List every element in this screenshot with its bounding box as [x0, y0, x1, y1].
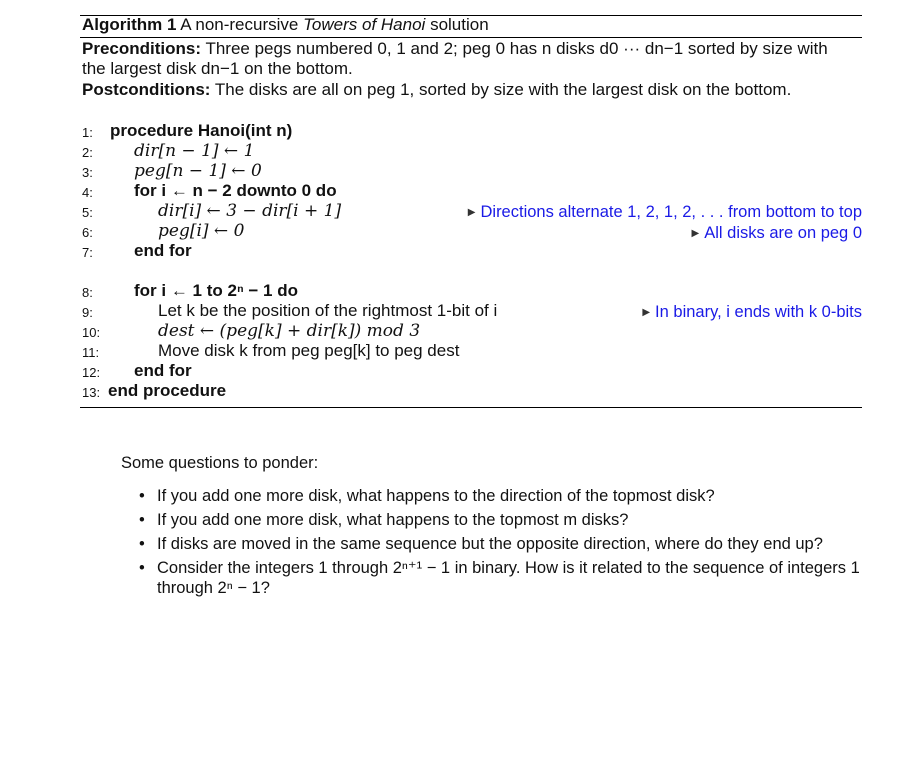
line-number: 9:	[82, 305, 93, 320]
line-number: 8:	[82, 285, 93, 300]
line-number: 11:	[82, 345, 100, 360]
algorithm-title-suffix: solution	[430, 15, 489, 34]
code-line-4: for i ← n − 2 downto 0 do	[134, 181, 337, 200]
code-line-6: peg[i] ← 0	[158, 221, 245, 241]
line-number: 4:	[82, 185, 93, 200]
line-number: 12:	[82, 365, 101, 380]
questions-heading: Some questions to ponder:	[121, 454, 319, 472]
code-line-1: procedure Hanoi(int n)	[110, 121, 293, 140]
comment-line-6	[692, 224, 862, 243]
line-number: 1:	[82, 125, 93, 140]
code-line-7: end for	[134, 241, 192, 260]
algorithm-title-prefix: A non-recursive	[180, 15, 299, 34]
line-number: 10:	[82, 325, 101, 340]
bottom-rule	[80, 407, 862, 408]
code-line-12: end for	[134, 361, 192, 380]
algorithm-label: Algorithm 1	[82, 15, 177, 34]
line-number: 7:	[82, 245, 93, 260]
comment-triangle-icon: ▶	[467, 207, 476, 218]
postconditions-line	[82, 80, 791, 100]
code-line-2: dir[n − 1] ← 1	[134, 141, 255, 161]
code-line-10: dest ← (peg[k] + dir[k]) mod 3	[158, 321, 421, 341]
preconditions-line-1	[82, 39, 828, 59]
list-item: • Consider the integers 1 through 2ⁿ⁺¹ − 1 in binary. How is it related to the sequence of integers 1 through 2ⁿ − 1?	[139, 558, 864, 598]
code-line-8: for i ← 1 to 2ⁿ − 1 do	[134, 281, 299, 300]
preconditions-label: Preconditions:	[82, 39, 202, 58]
line-number: 6:	[82, 225, 93, 240]
comment-line-5	[468, 203, 862, 222]
preconditions-line-2: the largest disk dn−1 on the bottom.	[82, 59, 353, 78]
comment-triangle-icon: ▶	[642, 307, 651, 318]
comment-text-9: In binary, i ends with k 0-bits	[655, 303, 862, 321]
code-line-13: end procedure	[108, 381, 227, 400]
list-item: • If disks are moved in the same sequence but the opposite direction, where do they end up?	[139, 534, 864, 554]
line-number: 5:	[82, 205, 93, 220]
algorithm-caption	[82, 15, 489, 35]
list-item: • If you add one more disk, what happens to the direction of the topmost disk?	[139, 486, 864, 506]
caption-rule	[80, 37, 862, 38]
list-item: • If you add one more disk, what happens to the topmost m disks?	[139, 510, 864, 530]
line-number: 2:	[82, 145, 93, 160]
line-number: 3:	[82, 165, 93, 180]
postconditions-text: The disks are all on peg 1, sorted by size with the largest disk on the bottom.	[214, 80, 792, 99]
line-number: 13:	[82, 385, 101, 400]
code-line-9: Let k be the position of the rightmost 1-bit of i	[158, 301, 498, 320]
code-line-3: peg[n − 1] ← 0	[134, 161, 262, 181]
questions-list	[139, 486, 864, 602]
preconditions-text-1: Three pegs numbered 0, 1 and 2; peg 0 has n disks d0 ··· dn−1 sorted by size with	[205, 39, 828, 58]
algorithm-title-italic: Towers of Hanoi	[303, 15, 426, 34]
comment-line-9	[642, 303, 862, 322]
comment-triangle-icon: ▶	[691, 228, 700, 239]
comment-text-6: All disks are on peg 0	[704, 224, 862, 242]
code-line-11: Move disk k from peg peg[k] to peg dest	[158, 341, 460, 360]
code-line-5: dir[i] ← 3 − dir[i + 1]	[158, 201, 342, 221]
comment-text-5: Directions alternate 1, 2, 1, 2, . . . from bottom to top	[480, 203, 862, 221]
postconditions-label: Postconditions:	[82, 80, 211, 99]
